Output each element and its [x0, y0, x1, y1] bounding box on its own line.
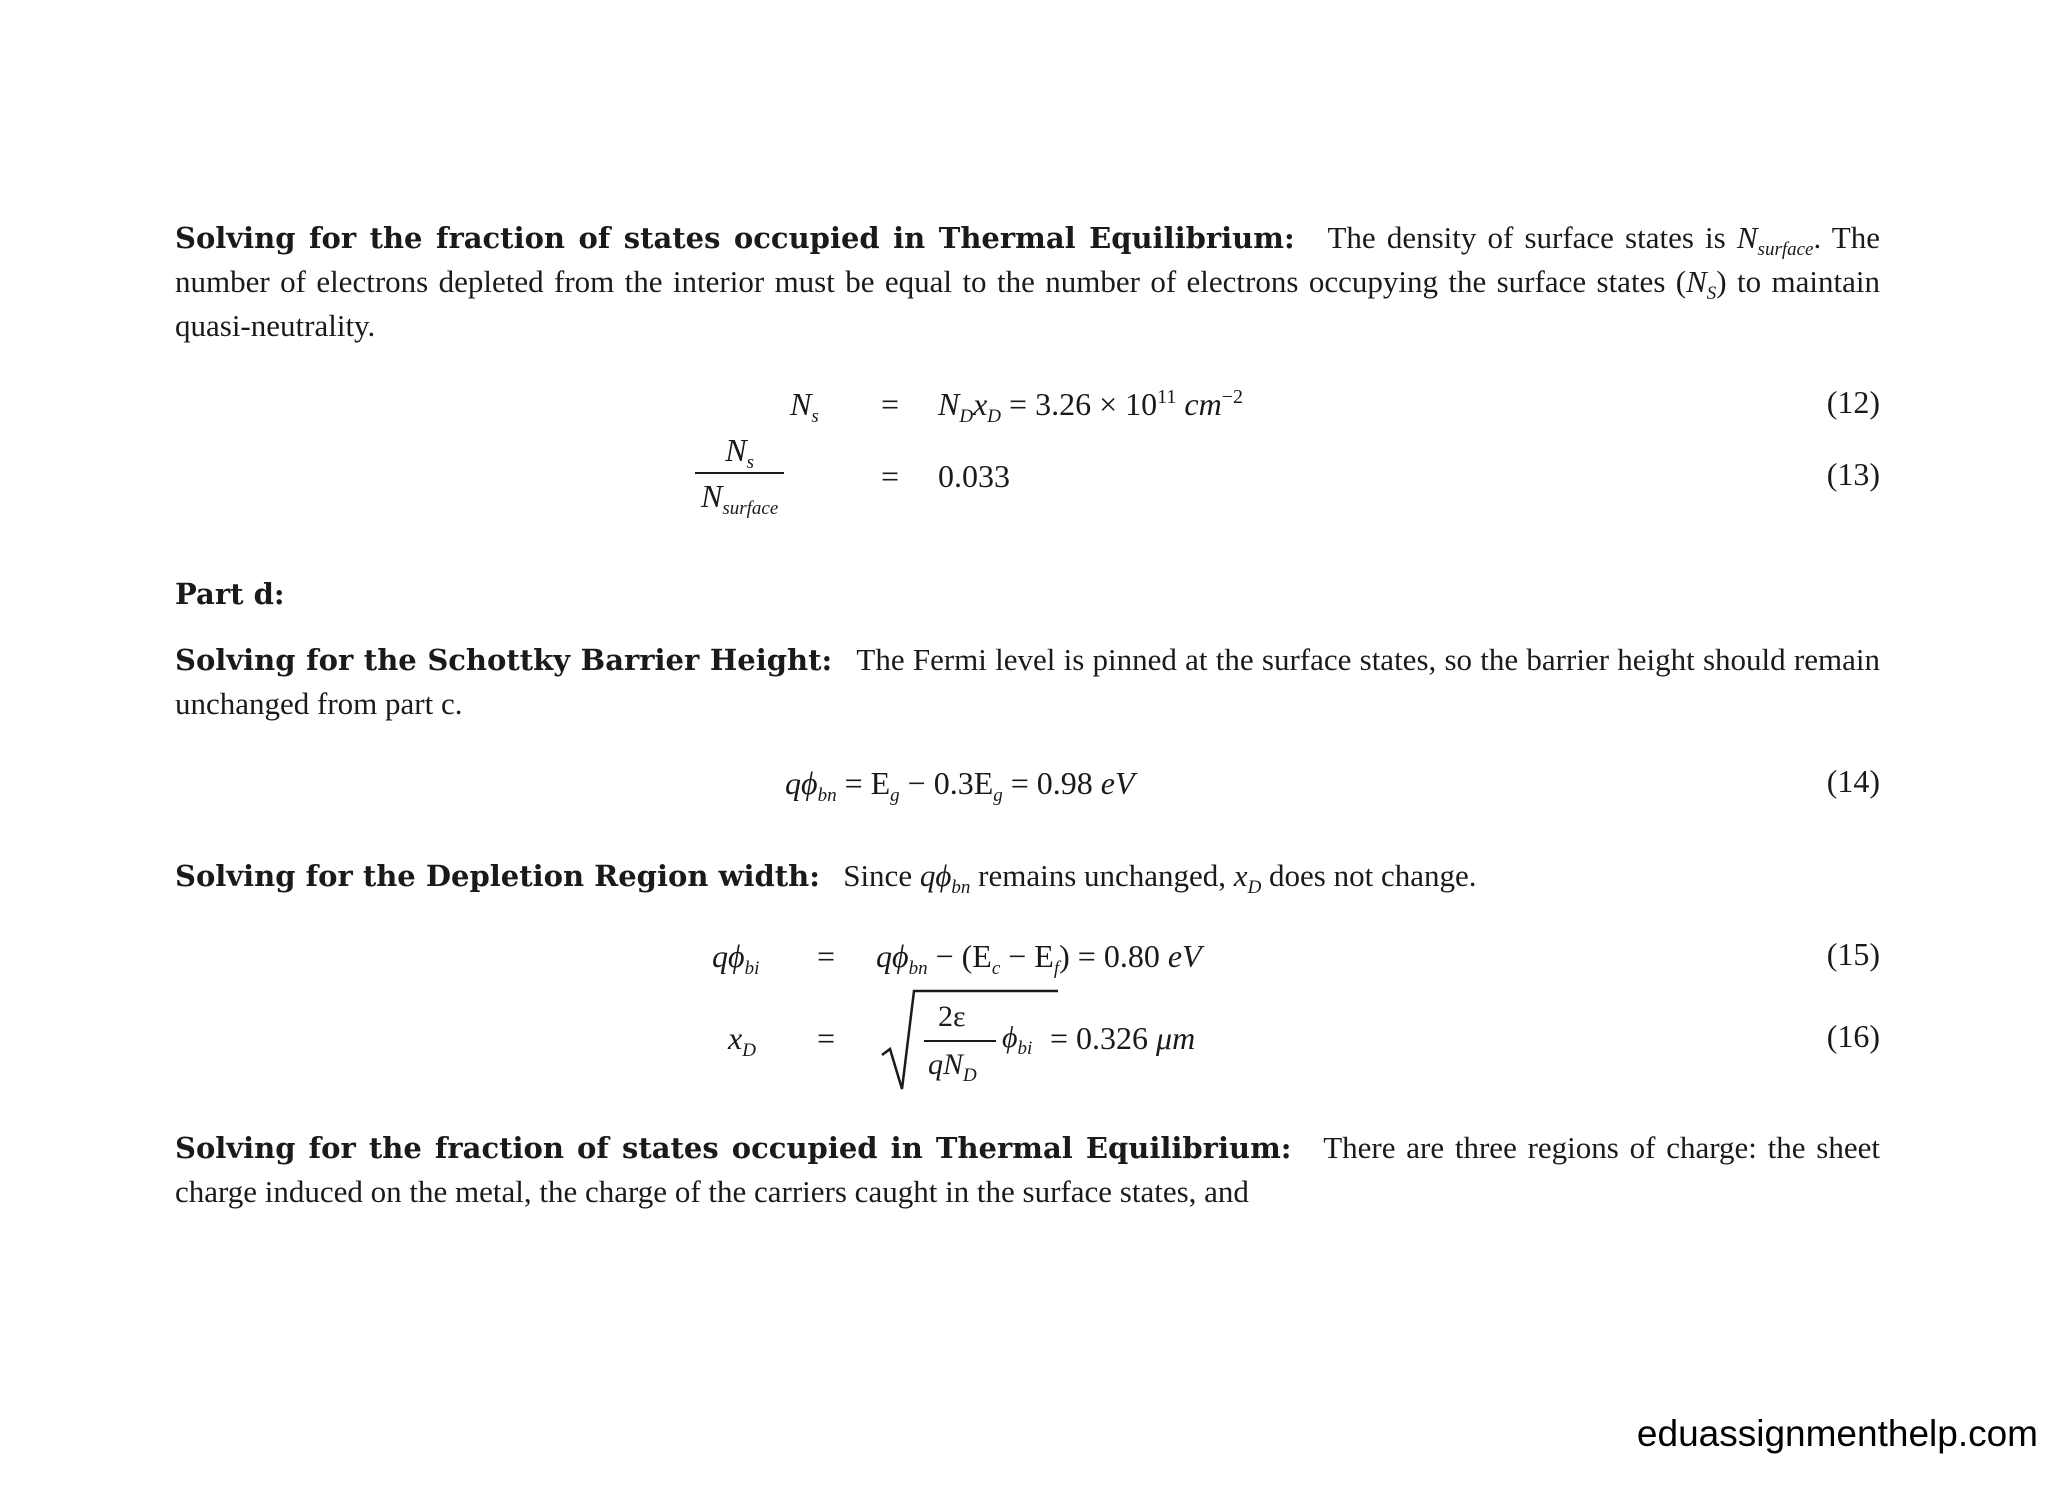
equation-13-relation: = [880, 458, 900, 494]
equation-number-14: (14) [1826, 763, 1880, 799]
equation-number-16: (16) [1826, 1018, 1880, 1054]
equation-13-fraction: $\frac{N_s}{N_{surface}}$ [695, 428, 784, 518]
equation-13-rhs: 0.033 [938, 458, 1010, 494]
equation-number-15: (15) [1826, 936, 1880, 972]
equation-12-relation: = [880, 386, 900, 422]
equation-16-numerator: 2ε [938, 1000, 966, 1033]
section-heading: Solving for the fraction of states occupied in Thermal Equilibrium: [175, 1131, 1292, 1165]
equation-16-relation: = [816, 1020, 836, 1056]
equation-15-relation: = [816, 938, 836, 974]
section-heading: Solving for the Depletion Region width: [175, 859, 820, 893]
equation-16-radical [880, 985, 1060, 1095]
equation-16-phi: $\phi_{bi}$ [1002, 1021, 1033, 1059]
equation-15-lhs: $q\phi_{bi}$ [712, 938, 760, 979]
section-heading: Solving for the fraction of states occupied in Thermal Equilibrium: [175, 221, 1295, 255]
equation-15-rhs: $q\phi_{bn} - (E_c - E_f) = 0.80$ eV [876, 938, 1202, 979]
equation-16-rhs: = 0.326 μm [1050, 1020, 1196, 1056]
watermark-text: eduassignmenthelp.com [1636, 1413, 2038, 1454]
equation-16-denominator: $qN_D$ [928, 1048, 977, 1086]
equation-12-rhs: $N_Dx_D = 3.26 \times 10^{11}$ $cm^{-2}$ [938, 386, 1243, 427]
paragraph-three-regions: Solving for the fraction of states occupied in Thermal Equilibrium: There are three regions of charge: the sheet charge induced on the metal, the charge of the carriers caught in the surface states, and [175, 1130, 1880, 1209]
paragraph-fraction-states: Solving for the fraction of states occupied in Thermal Equilibrium: The density of surface states is $N_{surface}$. The number of electrons depleted from the interior must be equal to the number of electrons occupying the surface states $(N_S)$ to maintain quasi-neutrality. [175, 220, 1880, 343]
equation-16-lhs: $x_D$ [728, 1020, 756, 1061]
equation-12-lhs: $N_s$ [790, 386, 819, 427]
equation-14: $q\phi_{bn} = E_g - 0.3E_g = 0.98$ eV [785, 765, 1135, 806]
paragraph-depletion-width: Solving for the Depletion Region width: Since $q\phi_{bn}$ remains unchanged, $x_D$ does not change. [175, 858, 1477, 898]
paragraph-schottky-barrier: Solving for the Schottky Barrier Height: The Fermi level is pinned at the surface states, so the barrier height should remain unchanged from part c. [175, 642, 1880, 721]
section-heading: Solving for the Schottky Barrier Height: [175, 643, 833, 677]
equation-number-13: (13) [1826, 456, 1880, 492]
equation-number-12: (12) [1826, 384, 1880, 420]
part-d-heading: Part d: [175, 577, 285, 611]
